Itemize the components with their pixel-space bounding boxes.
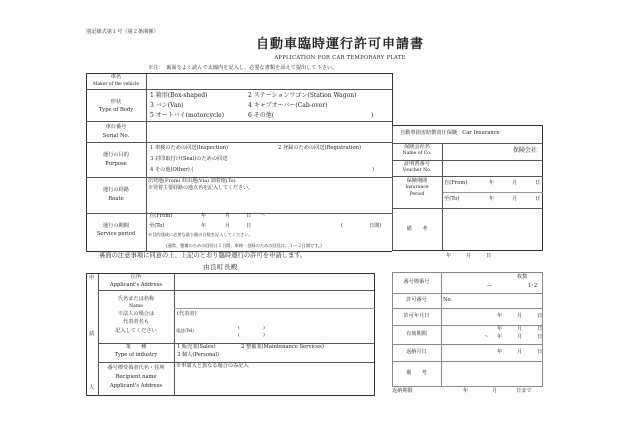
addressee: 由良町長殿 [203, 263, 238, 271]
voucher-field[interactable] [444, 162, 541, 175]
representative-label: (代表者) [177, 311, 197, 317]
phone-paren-close-2: ) [263, 333, 265, 338]
industry-option-1[interactable]: 1 販売業(Sales) [177, 344, 216, 350]
valid-to-day: 日 [537, 334, 543, 340]
body-option-1[interactable]: 1 箱形(Box-shaped) [150, 92, 208, 99]
period-days-open: ( [341, 223, 344, 229]
period-to-month: 月 [225, 223, 231, 229]
voucher-label-jp: 証明書番号 [404, 161, 430, 167]
serial-label-en: Serial No. [102, 133, 130, 139]
permit-number-prefix: No. [443, 297, 453, 303]
return-date-label: 返納月日 [406, 349, 427, 355]
insurance-company-label-en: Name of Co. [402, 151, 432, 156]
purpose-option-1[interactable]: 1 車検のための回送(Inspection) [150, 145, 229, 151]
applicant-name-field[interactable] [176, 292, 372, 307]
route-label-jp: 運行の経路 [103, 187, 129, 193]
recipient-label-line-2: Recipient name [115, 374, 157, 380]
applicant-side-label-mid: 請 [89, 331, 95, 337]
route-label-en: Route [108, 196, 124, 202]
applicant-side-label-top: 申 [89, 275, 95, 281]
body-option-6-close: ) [371, 112, 374, 119]
declaration-month: 月 [466, 253, 472, 259]
period-to-day: 日 [246, 223, 252, 229]
route-instruction-2: ※発着主要経路の地点名を記入してください。 [148, 185, 254, 191]
serial-field[interactable] [148, 123, 390, 141]
insurance-period-label-en1: Insurance [405, 185, 429, 190]
body-option-5[interactable]: 5 オートバイ(motorcycle) [150, 112, 225, 119]
permit-date-month: 月 [517, 313, 523, 319]
valid-to-month: 月 [517, 334, 523, 340]
period-note-2: (通常、整備のための回送は１日間、車検・登録のための回送は、１〜２日間です。) [166, 243, 322, 248]
purpose-option-4-close: ) [372, 167, 375, 173]
insurance-to-day: 日 [535, 196, 541, 202]
period-to-year: 年 [201, 223, 207, 229]
maker-field[interactable] [148, 75, 390, 88]
insurance-to-year: 年 [489, 196, 495, 202]
insurance-to-month: 月 [512, 196, 518, 202]
purpose-label-jp: 運行の目的 [103, 152, 129, 158]
phone-paren-open-1: ( [238, 326, 240, 331]
return-deadline-label: 返納期限 [392, 388, 413, 394]
period-label-en: Service period [96, 231, 136, 237]
valid-from-year: 年 [497, 326, 503, 332]
insurance-company-suffix: 保険会社 [513, 147, 538, 154]
phone-paren-open-2: ( [238, 333, 240, 338]
insurance-period-label-jp: 保険期間 [406, 178, 428, 184]
declaration-year: 年 [446, 253, 452, 259]
period-from-label: 自(From) [149, 213, 173, 219]
route-field[interactable] [148, 193, 390, 211]
valid-from-day: 日 [537, 326, 543, 332]
period-note-1: ※目的達成に必要な最小限の日数を記入してください。 [148, 232, 253, 237]
applicant-address-field[interactable] [176, 275, 372, 289]
name-label-line-3: ※法人の場合は [117, 311, 155, 317]
applicant-address-label-jp: 住所 [130, 274, 142, 280]
form-number: 別記様式第１号（第２条関係） [86, 29, 159, 35]
recipient-label-line-1: 番号標受領者氏名・住所 [107, 365, 165, 371]
phone-paren-close-1: ) [263, 326, 265, 331]
page-title: 自動車臨時運行許可申請書 [255, 37, 424, 52]
insurance-period-label-en2: Period [409, 192, 425, 197]
sheets-label: 枚数 [517, 274, 528, 280]
name-label-line-2: Name [129, 304, 143, 309]
permit-date-day: 日 [537, 313, 543, 319]
valid-to-year: 年 [497, 334, 503, 340]
name-label-line-4: 代表者名も [123, 319, 149, 325]
period-from-day: 日 [246, 213, 252, 219]
insurance-from-year: 年 [489, 180, 495, 186]
return-date-year: 年 [497, 349, 503, 355]
serial-label-jp: 車台番号 [105, 124, 127, 130]
period-to-label: 至(To) [149, 223, 165, 229]
voucher-label-en: Voucher No. [402, 168, 432, 173]
applicant-address-label-en: Applicant's Address [109, 282, 163, 288]
insurance-remarks-label: 備 考 [406, 226, 428, 232]
permit-number-label: 許可番号 [406, 297, 427, 303]
permit-date-label: 許可年月日 [403, 313, 430, 319]
maker-label-jp: 車名 [110, 74, 122, 80]
insurance-header: 自動車損害賠償責任保険 Car Insurance [400, 130, 500, 136]
representative-field[interactable] [200, 310, 372, 322]
body-option-4[interactable]: 4 キャブオーバー(Cab-over) [248, 102, 328, 109]
body-label-jp: 形状 [110, 99, 122, 105]
permit-date-year: 年 [497, 313, 503, 319]
plate-dash: — [487, 283, 493, 289]
phone-field[interactable] [200, 326, 280, 341]
return-deadline-suffix: 日まで [516, 388, 532, 394]
period-from-year: 年 [201, 213, 207, 219]
industry-label-jp: 業 種 [125, 344, 147, 350]
insurance-company-field[interactable] [444, 145, 510, 158]
recipient-label-line-3: Applicant's Address [109, 383, 163, 389]
body-option-3[interactable]: 3 バン(Van) [150, 102, 184, 109]
office-remarks-label: 備 考 [406, 370, 427, 376]
return-date-month: 月 [517, 349, 523, 355]
industry-option-3[interactable]: 3 個人(Personal) [177, 352, 220, 358]
purpose-option-4[interactable]: 4 その他(Other) ( [150, 167, 194, 173]
purpose-label-en: Purpose [105, 161, 127, 167]
period-tilde: 〜 [261, 213, 267, 219]
sheets-value: 1･2 [528, 283, 538, 289]
page-subtitle: APPLICATION FOR CAR TEMPORARY PLATE [274, 55, 406, 61]
valid-period-label: 有効期間 [406, 331, 427, 337]
declaration-text: 裏面の注意事項に同意の上、上記のとおり臨時運行の許可を申請します。 [99, 252, 307, 259]
insurance-from-day: 日 [535, 180, 541, 186]
insurance-company-label-jp: 保険会社名 [404, 144, 430, 150]
purpose-option-2[interactable]: 2 登録のための回送(Registration) [278, 145, 361, 151]
insurance-remarks-field[interactable] [444, 210, 541, 249]
maker-label-en: Maker of the vehicle [93, 82, 139, 87]
return-deadline-year: 年 [463, 388, 469, 394]
industry-option-2[interactable]: 2 整備業(Maintenance Services) [241, 344, 324, 350]
insurance-from: 自(From) [444, 180, 468, 186]
name-label-line-1: 氏名または名称 [117, 296, 155, 302]
return-deadline-month: 月 [492, 388, 498, 394]
industry-label-en: Type of industry [114, 352, 158, 358]
valid-from-month: 月 [517, 326, 523, 332]
plate-number-label: 番号標番号 [403, 279, 430, 285]
header-note: ※注： 裏面をよく読んで太線内を記入し、必要な書類を添えて提出して下さい。 [148, 65, 338, 71]
return-date-day: 日 [537, 349, 543, 355]
valid-tilde: 〜 [484, 334, 490, 340]
declaration-day: 日 [486, 253, 492, 259]
period-from-month: 月 [225, 213, 231, 219]
period-label-jp: 運行の期間 [103, 223, 129, 229]
purpose-option-3[interactable]: 3 封印取付け(Seal)のための回送 [150, 156, 228, 162]
phone-label: 電話(Tel) [176, 328, 194, 333]
period-days-close: 日間) [369, 223, 382, 229]
body-option-2[interactable]: 2 ステーションワゴン(Station Wagon) [248, 92, 357, 99]
applicant-side-label-bottom: 人 [89, 385, 95, 391]
body-option-6[interactable]: 6 その他( [248, 112, 275, 119]
recipient-note: ※申請人と異なる場合のみ記入 [176, 363, 249, 369]
name-label-line-5: 記入してください [115, 328, 157, 334]
recipient-field[interactable] [176, 371, 372, 393]
insurance-from-month: 月 [512, 180, 518, 186]
insurance-to: 至(To) [444, 196, 460, 202]
body-label-en: Type of Body [98, 107, 134, 113]
route-instruction-1: 出発地(From) 経由地(Via) 到着地(To) [148, 178, 236, 184]
